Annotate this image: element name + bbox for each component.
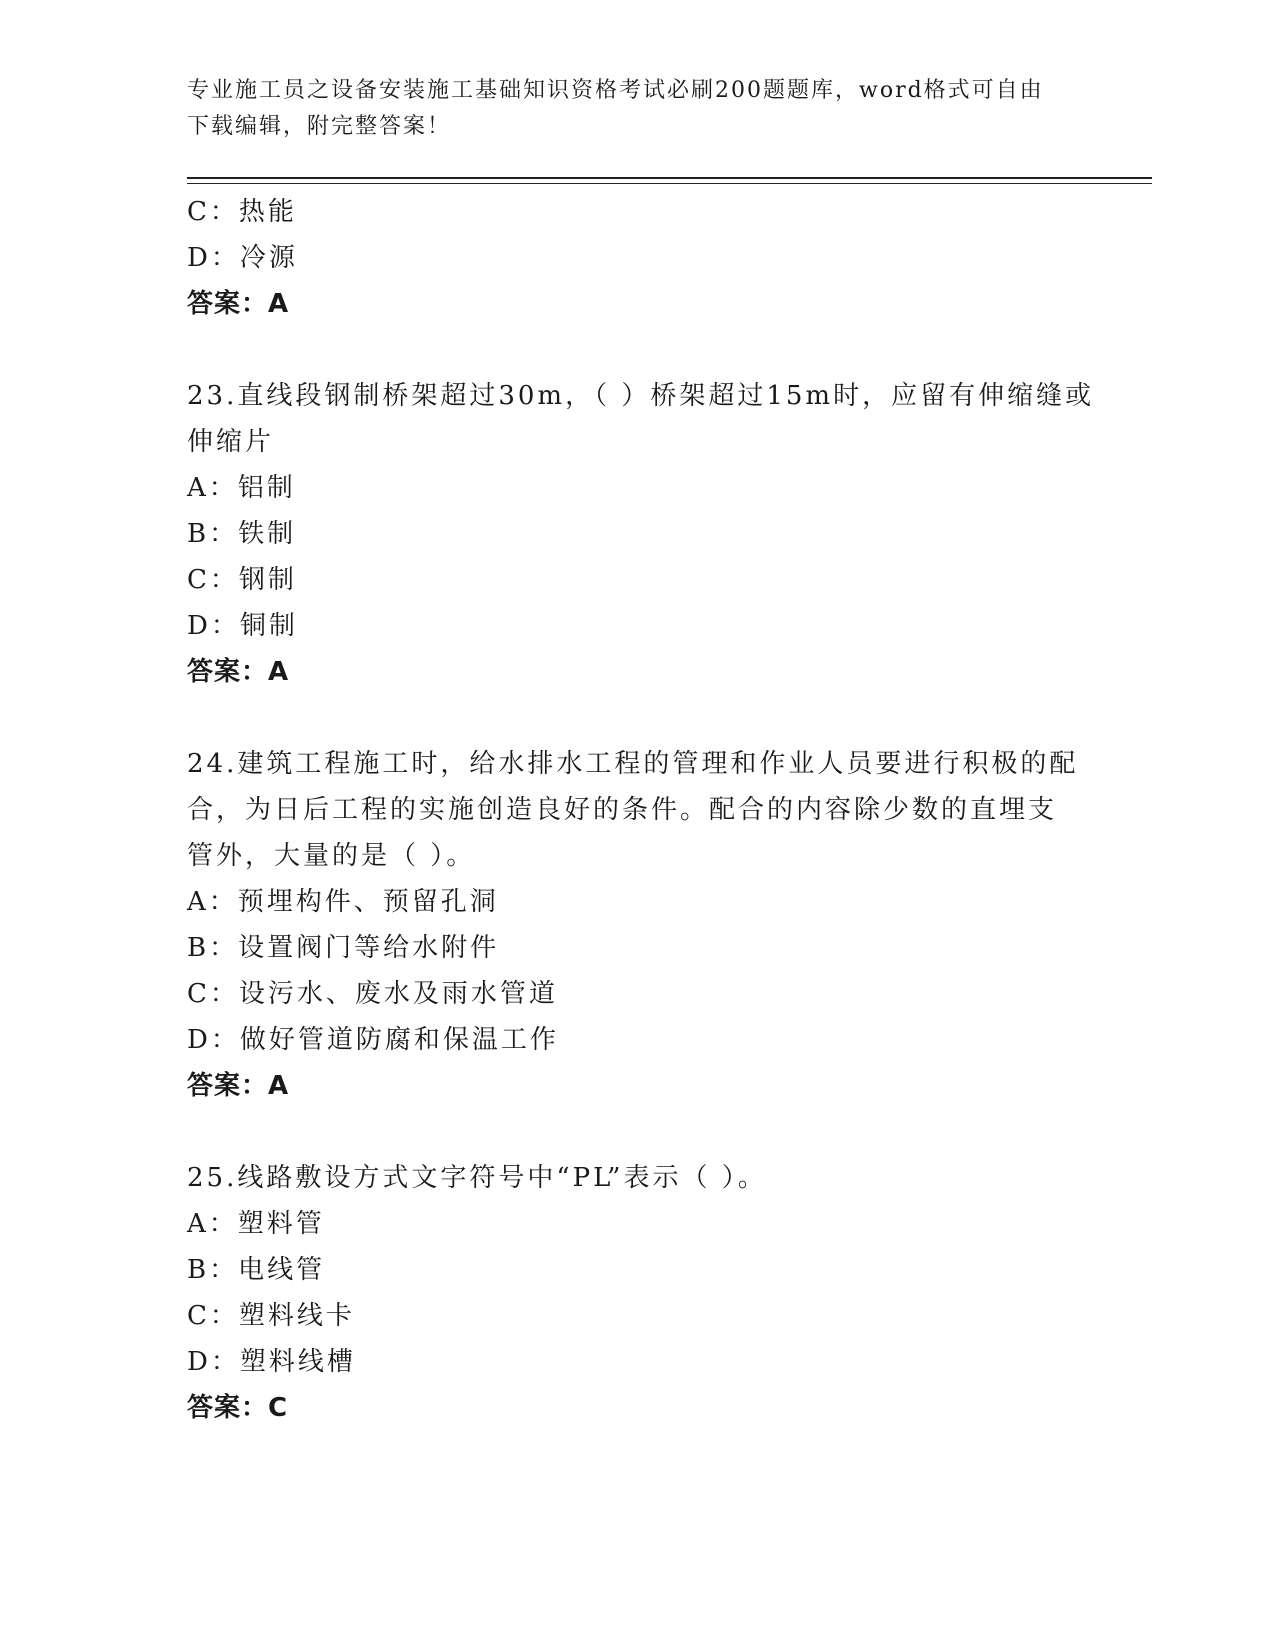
header-divider-thick: [187, 177, 1152, 179]
header-line-1: 专业施工员之设备安装施工基础知识资格考试必刷200题题库，word格式可自由: [187, 78, 1044, 103]
question-text-line: 管外，大量的是（ ）。: [187, 841, 476, 871]
answer-label: 答案：C: [187, 1393, 289, 1423]
question-text-line: 合，为日后工程的实施创造良好的条件。配合的内容除少数的直埋支: [187, 795, 1058, 825]
question-text-line: 23.直线段钢制桥架超过30m，（ ）桥架超过15m时，应留有伸缩缝或: [187, 381, 1095, 411]
option-a: A：预埋构件、预留孔洞: [187, 887, 499, 917]
document-body: [187, 189, 1095, 1431]
header-divider-thin: [187, 183, 1152, 184]
question-text-line: 伸缩片: [187, 427, 275, 457]
question-text-line: 24.建筑工程施工时，给水排水工程的管理和作业人员要进行积极的配: [187, 749, 1079, 779]
option-b: B：设置阀门等给水附件: [187, 933, 500, 963]
spacer: [187, 327, 1087, 373]
option-d: D：冷源: [187, 243, 298, 273]
question-22-tail: [187, 189, 1087, 327]
option-a: A：铝制: [187, 473, 296, 503]
answer-label: 答案：A: [187, 657, 290, 687]
question-25: [187, 1155, 1087, 1431]
document-header: [187, 73, 1067, 145]
question-text-line: 25.线路敷设方式文字符号中“PL”表示（ ）。: [187, 1163, 767, 1193]
question-23: [187, 373, 1095, 695]
option-c: C：塑料线卡: [187, 1301, 355, 1331]
option-c: C：钢制: [187, 565, 297, 595]
option-b: B：电线管: [187, 1255, 326, 1285]
option-a: A：塑料管: [187, 1209, 325, 1239]
spacer: [187, 1109, 1087, 1155]
question-24: [187, 741, 1087, 1109]
option-c: C：热能: [187, 197, 297, 227]
answer-label: 答案：A: [187, 1071, 290, 1101]
option-d: D：塑料线槽: [187, 1347, 356, 1377]
option-c: C：设污水、废水及雨水管道: [187, 979, 558, 1009]
answer-label: 答案：A: [187, 289, 290, 319]
option-d: D：做好管道防腐和保温工作: [187, 1025, 559, 1055]
header-line-2: 下载编辑，附完整答案！: [187, 114, 452, 139]
option-b: B：铁制: [187, 519, 297, 549]
spacer: [187, 695, 1087, 741]
option-d: D：铜制: [187, 611, 298, 641]
